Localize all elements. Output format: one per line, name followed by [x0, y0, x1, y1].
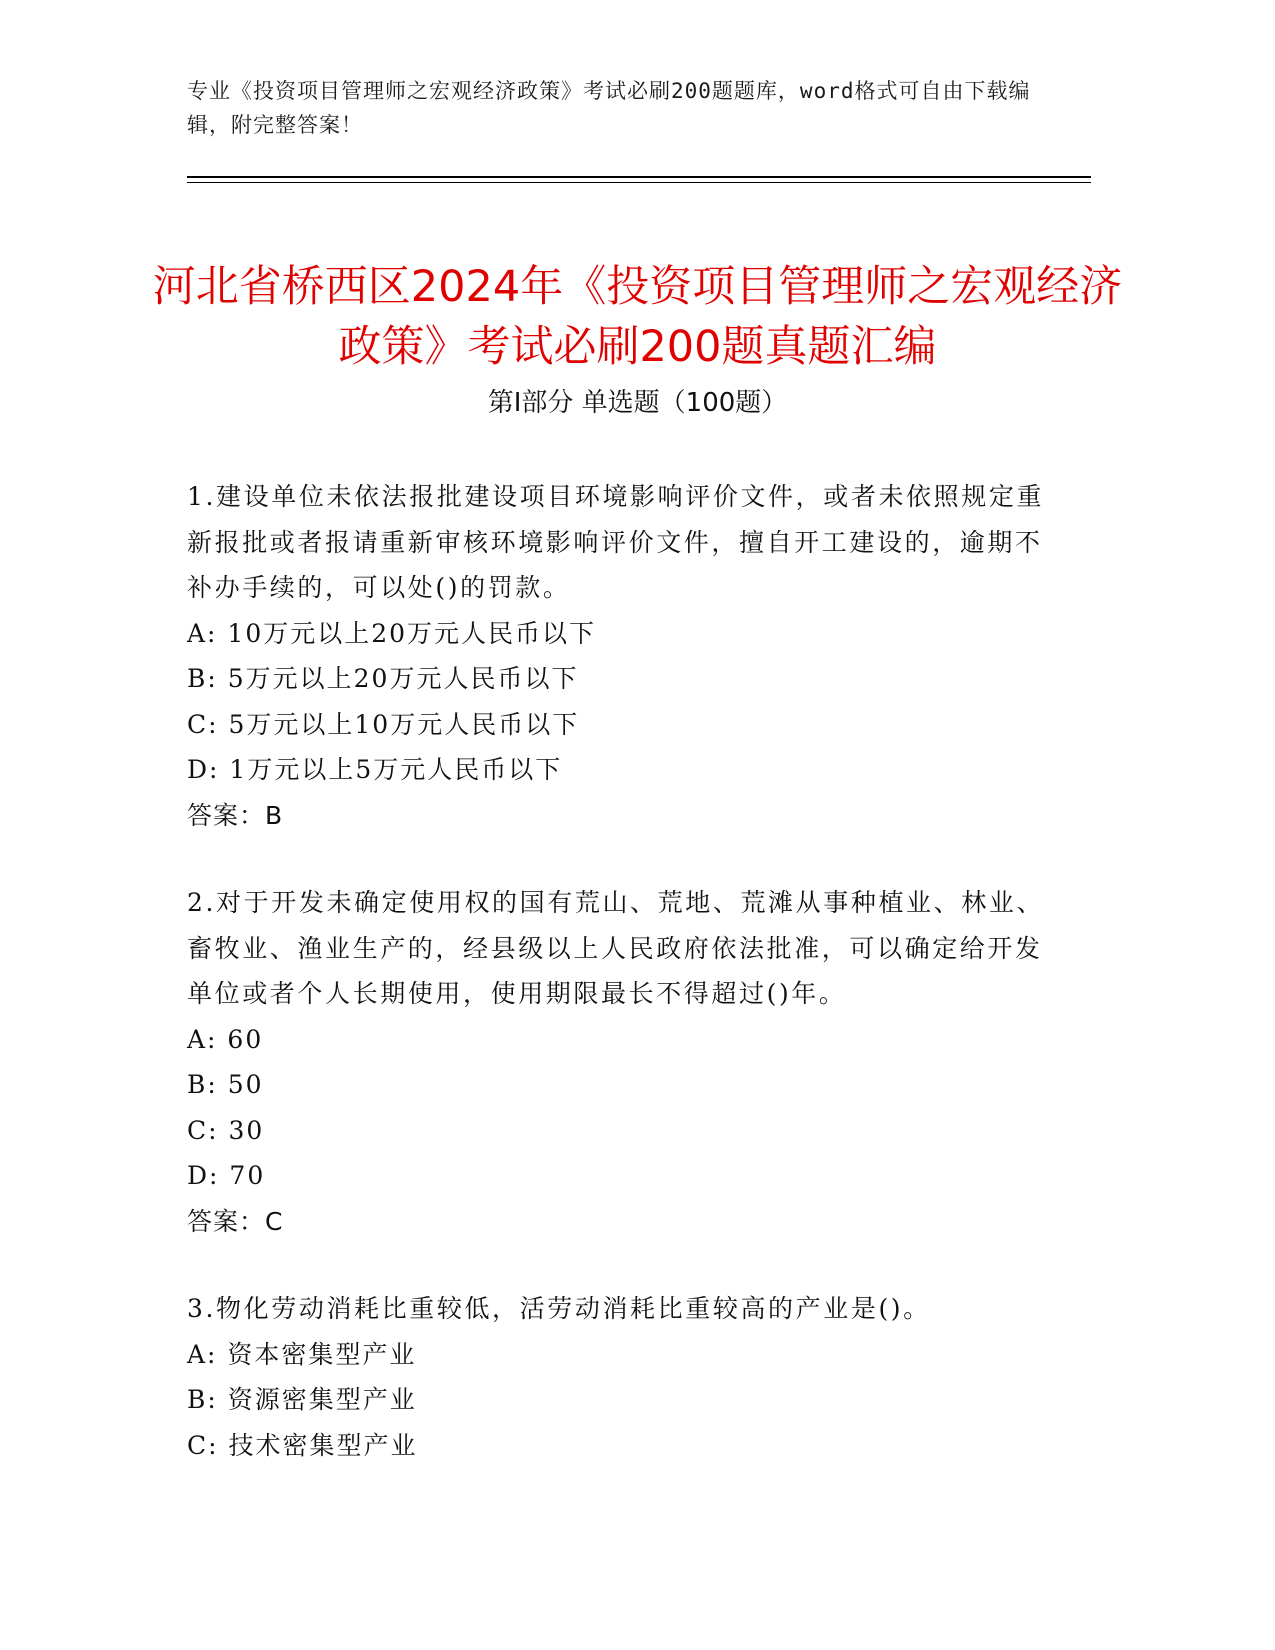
option-a: A: 60: [187, 1024, 264, 1054]
question-2: [187, 880, 1067, 1244]
option-b: B: 50: [187, 1070, 264, 1099]
question-1: [187, 474, 1067, 838]
option-b: B: 资源密集型产业: [187, 1385, 417, 1414]
answer: 答案：B: [187, 800, 284, 830]
question-stem: 3.物化劳动消耗比重较低，活劳动消耗比重较高的产业是()。: [187, 1294, 931, 1323]
option-d: D: 1万元以上5万元人民币以下: [187, 755, 563, 784]
question-stem: 2.对于开发未确定使用权的国有荒山、荒地、荒滩从事种植业、林业、畜牧业、渔业生产的，经县级以上人民政府依法批准，可以确定给开发单位或者个人长期使用，使用期限最长不得超过()年。: [187, 888, 1045, 1008]
answer: 答案：C: [187, 1206, 284, 1236]
header-rule-thick: [187, 176, 1091, 178]
section-heading: 第I部分 单选题（100题）: [487, 388, 788, 418]
option-c: C: 技术密集型产业: [187, 1430, 418, 1460]
document-title: 河北省桥西区2024年《投资项目管理师之宏观经济政策》考试必刷200题真题汇编: [152, 261, 1123, 372]
question-stem: 1.建设单位未依法报批建设项目环境影响评价文件，或者未依照规定重新报批或者报请重新审核环境影响评价文件，擅自开工建设的，逾期不补办手续的，可以处()的罚款。: [187, 482, 1045, 602]
question-list: [187, 474, 1067, 1510]
option-a: A: 资本密集型产业: [187, 1339, 417, 1369]
header-note: 专业《投资项目管理师之宏观经济政策》考试必刷200题题库，word格式可自由下载编辑，附完整答案！: [187, 79, 1031, 137]
option-d: D: 70: [187, 1161, 266, 1190]
option-b: B: 5万元以上20万元人民币以下: [187, 664, 579, 693]
header-rule-thin: [187, 182, 1091, 183]
question-3: [187, 1286, 1067, 1468]
option-a: A: 10万元以上20万元人民币以下: [187, 618, 597, 648]
option-c: C: 5万元以上10万元人民币以下: [187, 709, 580, 739]
option-c: C: 30: [187, 1115, 265, 1145]
